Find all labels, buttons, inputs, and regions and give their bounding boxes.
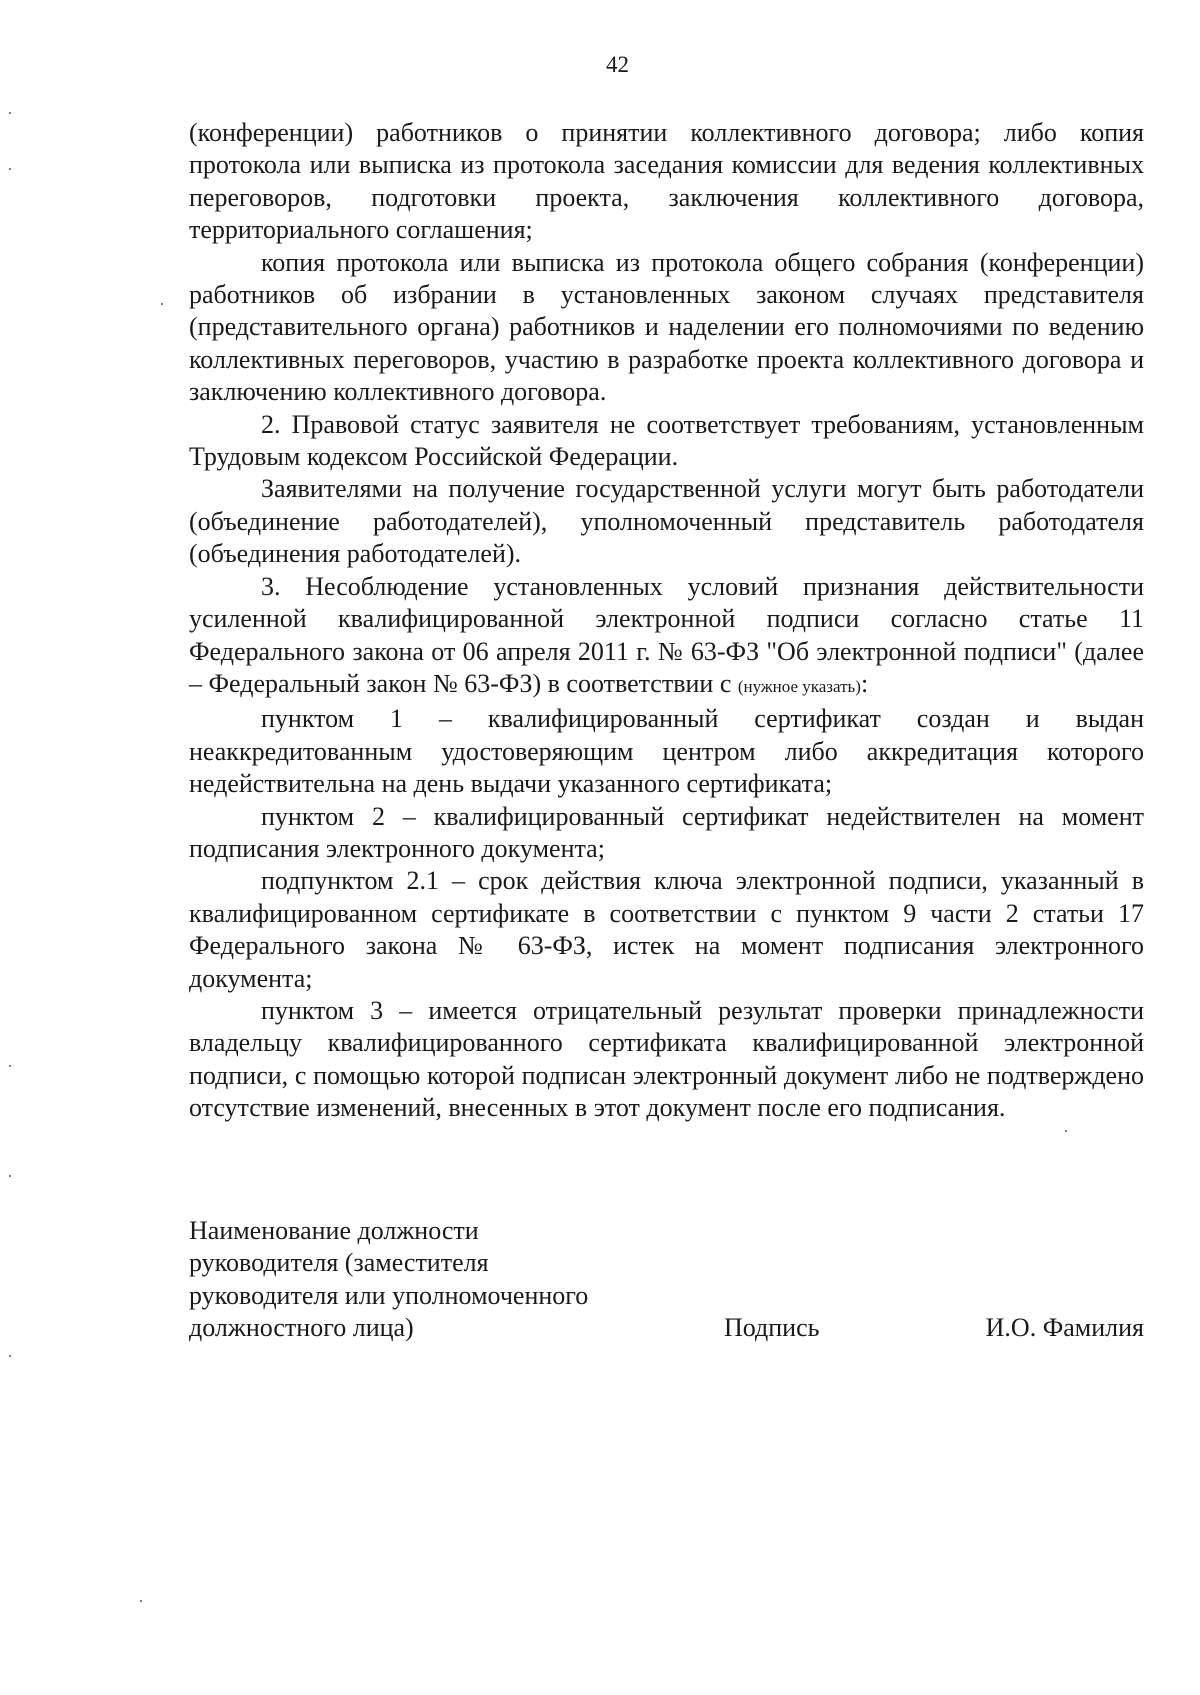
paragraph-3: 2. Правовой статус заявителя не соответствует требованиям, установленным Трудовым кодексом Российской Федерации. [189, 409, 1144, 472]
paragraph-8: подпунктом 2.1 – срок действия ключа электронной подписи, указанный в квалифицированном сертификате в соответствии с пунктом 9 части 2 статьи 17 Федерального закона № 63-ФЗ, истек на момент подписания электронного документа; [189, 866, 1144, 993]
paragraph-5 [189, 571, 1144, 704]
paragraph-7: пунктом 2 – квалифицированный сертификат недействителен на момент подписания электронного документа; [189, 801, 1144, 863]
name-label: И.О. Фамилия [985, 1313, 1144, 1342]
signatory-position [189, 1215, 649, 1345]
document-body [189, 117, 1144, 1125]
scan-speck [1065, 1130, 1067, 1132]
scan-speck [9, 112, 11, 114]
scan-speck [9, 168, 11, 170]
position-line-3: руководителя или уполномоченного [189, 1280, 589, 1310]
paragraph-6: пунктом 1 – квалифицированный сертификат создан и выдан неаккредитованным удостоверяющим центром либо аккредитация которого недействительна на день выдачи указанного сертификата; [189, 704, 1144, 799]
scan-speck [9, 1175, 11, 1177]
position-line-4: должностного лица) [189, 1313, 414, 1343]
signature-label: Подпись [724, 1313, 820, 1342]
note-colon: : [860, 668, 869, 698]
scan-speck [140, 1600, 142, 1602]
page-number: 42 [606, 52, 629, 77]
scan-speck [9, 1065, 11, 1067]
paragraph-9: пунктом 3 – имеется отрицательный результат проверки принадлежности владельцу квалифицированного сертификата квалифицированной электронной подписи, с помощью которой подписан электронный документ либо не подтверждено отсутствие изменений, внесенных в этот документ после его подписания. [189, 995, 1144, 1123]
paragraph-4: Заявителями на получение государственной услуги могут быть работодатели (объединение работодателей), уполномоченный представитель работодателя (объединения работодателей). [189, 474, 1144, 569]
paragraph-5-text: 3. Несоблюдение установленных условий признания действительности усиленной квалифицированной электронной подписи согласно статье 11 Федерального закона от 06 апреля 2011 г. № 63-ФЗ "Об электронной подписи" (далее – Федеральный закон № 63-ФЗ) в соответствии с [189, 571, 1144, 698]
paragraph-1: (конференции) работников о принятии коллективного договора; либо копия протокола или выписка из протокола заседания комиссии для ведения коллективных переговоров, подготовки проекта, заключения коллективного договора, территориального соглашения; [189, 118, 1144, 245]
paragraph-2: копия протокола или выписка из протокола общего собрания (конференции) работников об избрании в установленных законом случаях представителя (представительного органа) работников и наделении его полномочиями по ведению коллективных переговоров, участию в разработке проекта коллективного договора и заключению коллективного договора. [189, 247, 1144, 407]
scan-speck [161, 303, 163, 305]
scan-speck [9, 1355, 11, 1357]
position-line-1: Наименование должности [189, 1216, 479, 1245]
position-line-2: руководителя (заместителя [189, 1248, 489, 1278]
note-small: (нужное указать) [737, 676, 861, 696]
